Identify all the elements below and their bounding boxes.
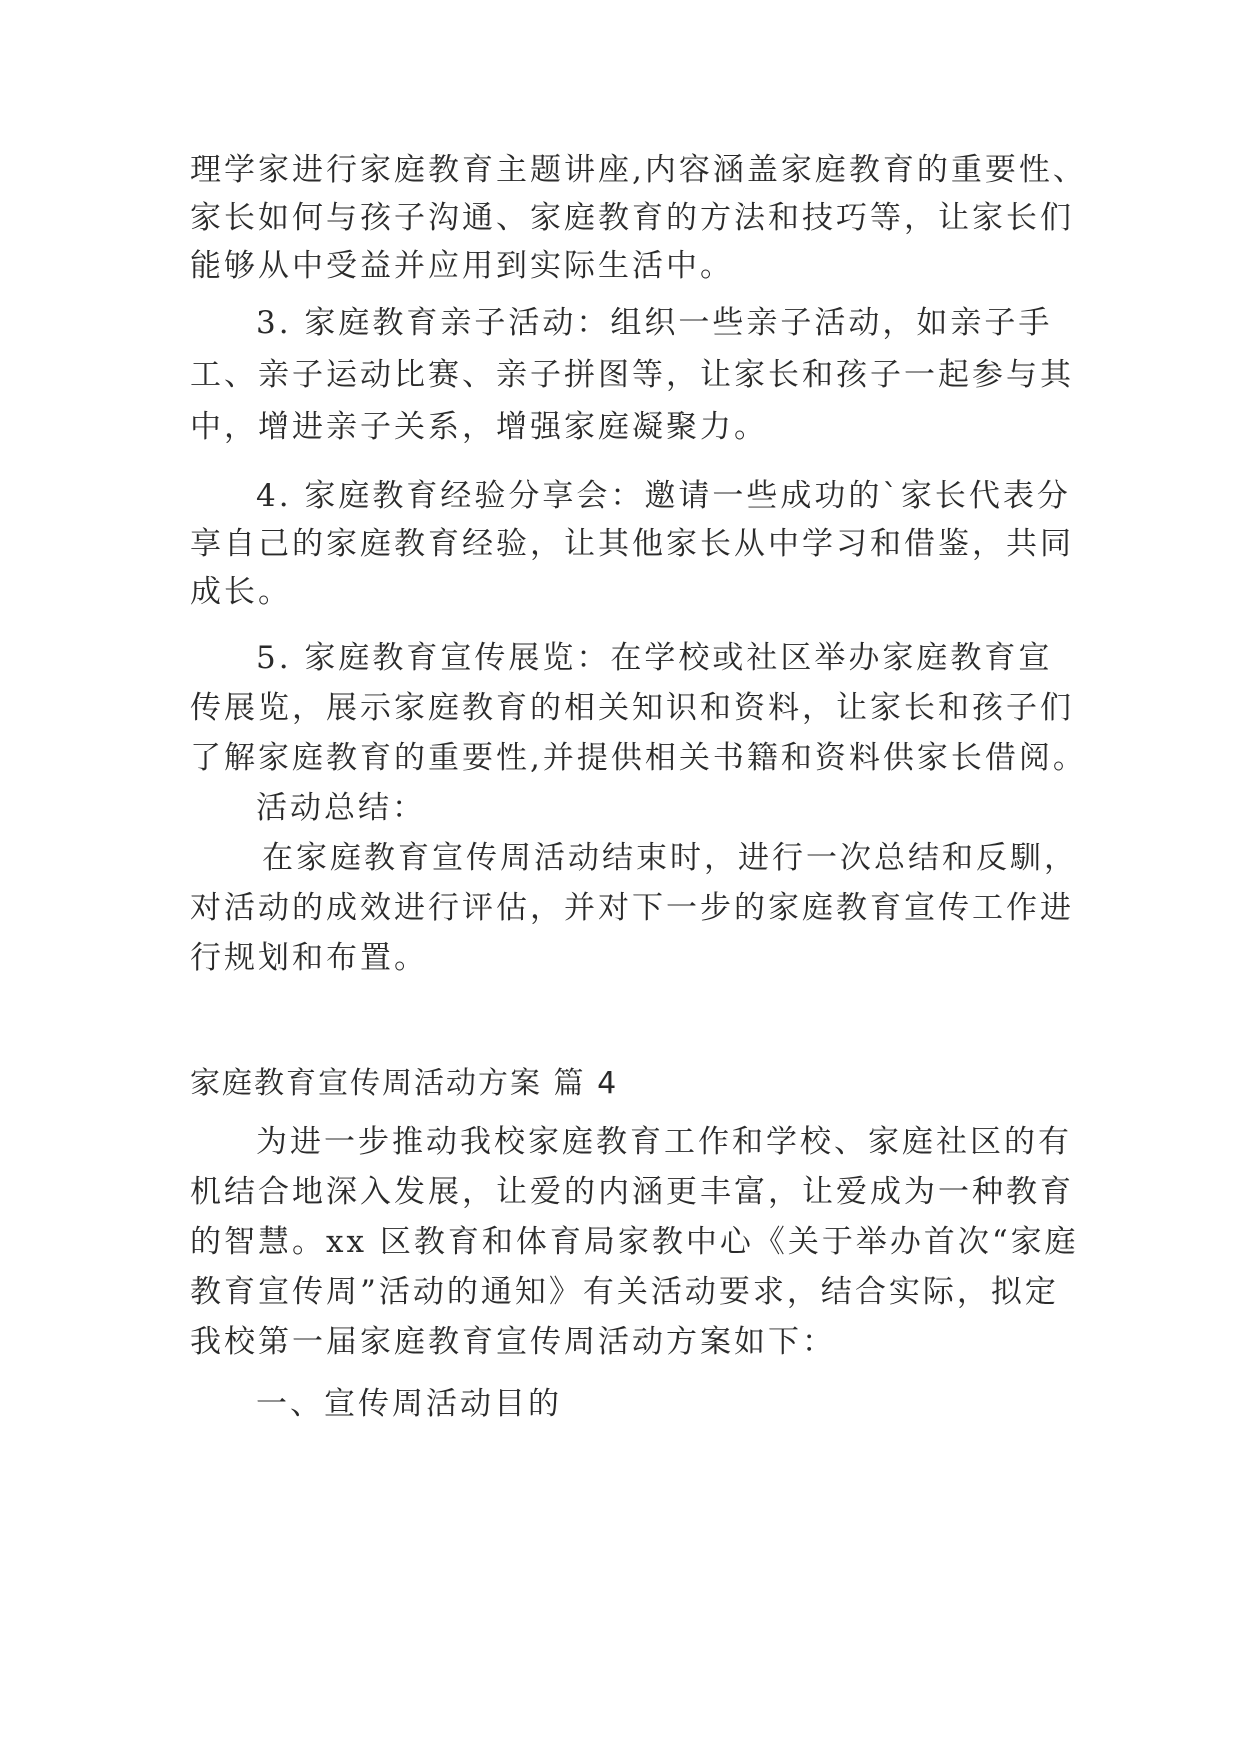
body-text-line: 机结合地深入发展，让爱的内涵更丰富，让爱成为一种教育 bbox=[190, 1174, 1074, 1210]
body-text-line: 我校第一届家庭教育宣传周活动方案如下： bbox=[190, 1324, 836, 1360]
section-heading: 家庭教育宣传周活动方案 篇 4 bbox=[190, 1066, 619, 1101]
list-item-5: 5. 家庭教育宣传展览：在学校或社区举办家庭教育宣 bbox=[256, 640, 1053, 676]
body-text-line: 的智慧。xx 区教育和体育局家教中心《关于举办首次“家庭 bbox=[190, 1224, 1079, 1260]
body-text-line: 了解家庭教育的重要性,并提供相关书籍和资料供家长借阅。 bbox=[190, 740, 1087, 776]
subsection-heading: 一、宣传周活动目的 bbox=[256, 1386, 562, 1422]
body-text-line: 中，增进亲子关系，增强家庭凝聚力。 bbox=[190, 409, 768, 445]
body-text-line: 工、亲子运动比赛、亲子拼图等，让家长和孩子一起参与其 bbox=[190, 357, 1074, 393]
body-text-line: 为进一步推动我校家庭教育工作和学校、家庭社区的有 bbox=[256, 1124, 1072, 1160]
body-text-line: 传展览，展示家庭教育的相关知识和资料，让家长和孩子们 bbox=[190, 690, 1074, 726]
section-label-summary: 活动总结： bbox=[256, 790, 426, 826]
body-text-line: 理学家进行家庭教育主题讲座,内容涵盖家庭教育的重要性、 bbox=[190, 152, 1087, 188]
body-text-line: 对活动的成效进行评估，并对下一步的家庭教育宣传工作进 bbox=[190, 890, 1074, 926]
body-text-line: 家长如何与孩子沟通、家庭教育的方法和技巧等，让家长们 bbox=[190, 200, 1074, 236]
body-text-line: 教育宣传周”活动的通知》有关活动要求，结合实际，拟定 bbox=[190, 1274, 1059, 1310]
body-text-line: 在家庭教育宣传周活动结束时，进行一次总结和反馴， bbox=[262, 840, 1078, 876]
list-item-3: 3. 家庭教育亲子活动：组织一些亲子活动，如亲子手 bbox=[256, 305, 1053, 341]
body-text-line: 行规划和布置。 bbox=[190, 940, 428, 976]
body-text-line: 成长。 bbox=[190, 574, 292, 610]
list-item-4: 4. 家庭教育经验分享会：邀请一些成功的`家长代表分 bbox=[256, 478, 1071, 514]
body-text-line: 享自己的家庭教育经验，让其他家长从中学习和借鉴，共同 bbox=[190, 526, 1074, 562]
body-text-line: 能够从中受益并应用到实际生活中。 bbox=[190, 248, 734, 284]
